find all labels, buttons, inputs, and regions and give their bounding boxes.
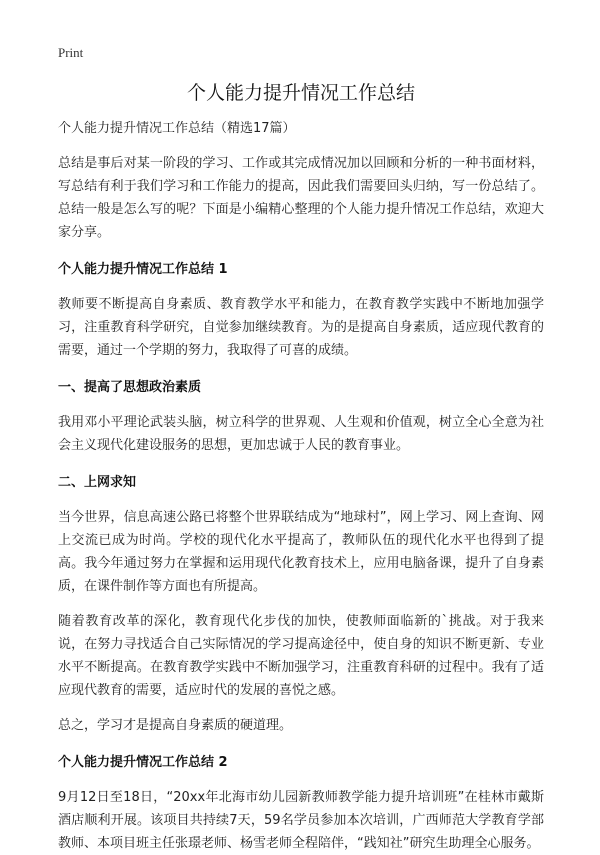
document-body xyxy=(58,78,544,855)
paragraph: 随着教育改革的深化，教育现代化步伐的加快，使教师面临新的`挑战。对于我来说，在努力寻找适合自己实际情况的学习提高途径中，使自身的知识不断更新、专业水平不断提高。在教育教学实践中不断加强学习，注重教育科研的过程中。我有了适应现代教育的需要，适应时代的发展的喜悦之感。 xyxy=(58,614,544,698)
document-subtitle: 个人能力提升情况工作总结（精选17篇） xyxy=(58,121,296,136)
print-link[interactable]: Print xyxy=(58,45,84,60)
article-heading-2: 个人能力提升情况工作总结 2 xyxy=(58,755,228,770)
paragraph: 我用邓小平理论武装头脑，树立科学的世界观、人生观和价值观，树立全心全意为社会主义现代化建设服务的思想，更加忠诚于人民的教育事业。 xyxy=(58,415,544,453)
paragraph: 9月12日至18日，“20xx年北海市幼儿园新教师教学能力提升培训班”在桂林市戴斯酒店顺利开展。该项目共持续7天，59名学员参加本次培训，广西师范大学教育学部教师、本项目班主任张璟老师、杨雪老师全程陪伴，“践知社”研究生助理全心服务。 xyxy=(58,790,544,851)
paragraph: 当今世界，信息高速公路已将整个世界联结成为“地球村”，网上学习、网上查询、网上交流已成为时尚。学校的现代化水平提高了，教师队伍的现代化水平也得到了提高。我今年通过努力在掌握和运用现代化教育技术上，应用电脑备课，提升了自身素质，在课件制作等方面也有所提高。 xyxy=(58,510,544,594)
paragraph: 教师要不断提高自身素质、教育教学水平和能力，在教育教学实践中不断地加强学习，注重教育科学研究，自觉参加继续教育。为的是提高自身素质，适应现代教育的需要，通过一个学期的努力，我取得了可喜的成绩。 xyxy=(58,297,544,358)
paragraph: 总之，学习才是提高自身素质的硬道理。 xyxy=(58,718,293,733)
intro-paragraph: 总结是事后对某一阶段的学习、工作或其完成情况加以回顾和分析的一种书面材料，写总结有利于我们学习和工作能力的提高，因此我们需要回头归纳，写一份总结了。总结一般是怎么写的呢？下面是小编精心整理的个人能力提升情况工作总结，欢迎大家分享。 xyxy=(58,156,544,240)
article-heading-1: 个人能力提升情况工作总结 1 xyxy=(58,262,228,277)
section-heading-politics: 一、提高了思想政治素质 xyxy=(58,380,202,395)
page-title: 个人能力提升情况工作总结 xyxy=(186,82,415,104)
section-heading-online-learning: 二、上网求知 xyxy=(58,475,137,490)
